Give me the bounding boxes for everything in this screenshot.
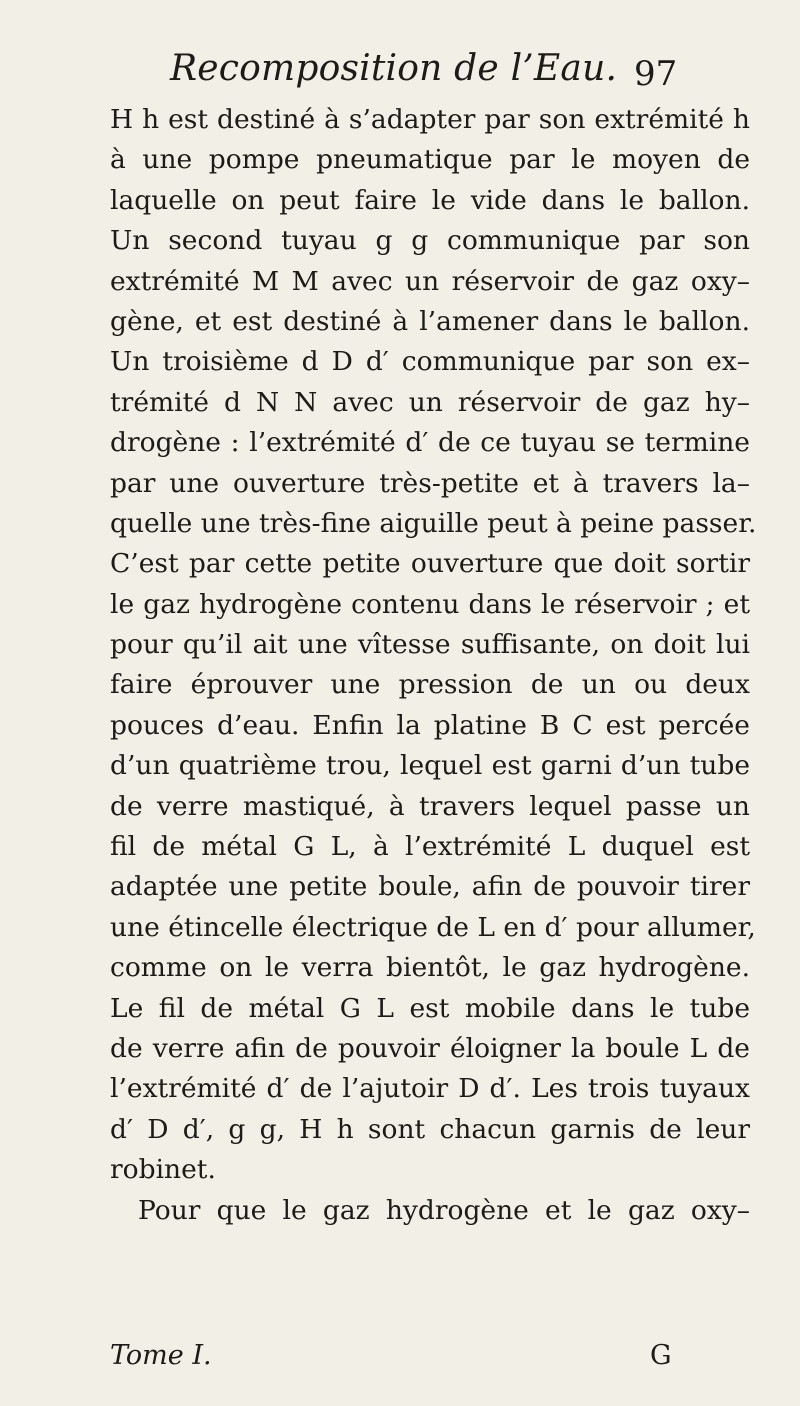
page-footer <box>110 1340 750 1384</box>
text-line: adaptée une petite boule, afin de pouvoir tirer <box>110 871 750 903</box>
volume-label: Tome I. <box>110 1340 212 1371</box>
text-line: drogène : l’extrémité d′ de ce tuyau se termine <box>110 427 750 459</box>
page-header <box>0 48 800 98</box>
text-line: trémité d N N avec un réservoir de gaz hy– <box>110 386 750 418</box>
running-title: Recomposition de l’Eau. <box>170 48 618 89</box>
text-line: laquelle on peut faire le vide dans le ballon. <box>110 184 750 216</box>
text-line: gène, et est destiné à l’amener dans le ballon. <box>110 305 750 337</box>
page-number: 97 <box>634 54 678 94</box>
signature-mark: G <box>650 1340 672 1371</box>
text-line: une étincelle électrique de L en d′ pour allumer, <box>110 911 756 943</box>
text-line: comme on le verra bientôt, le gaz hydrogène. <box>110 952 750 984</box>
text-line: d′ D d′, g g, H h sont chacun garnis de leur <box>110 1113 750 1145</box>
text-line: à une pompe pneumatique par le moyen de <box>110 144 750 176</box>
text-line: H h est destiné à s’adapter par son extrémité h <box>110 104 750 135</box>
text-line: l’extrémité d′ de l’ajutoir D d′. Les trois tuyaux <box>110 1073 750 1105</box>
text-line: C’est par cette petite ouverture que doit sortir <box>110 548 750 580</box>
text-line: par une ouverture très-petite et à travers la– <box>110 467 750 499</box>
text-line: Pour que le gaz hydrogène et le gaz oxy– <box>138 1194 750 1226</box>
text-line: fil de métal G L, à l’extrémité L duquel est <box>110 831 750 863</box>
text-line: faire éprouver une pression de un ou deux <box>110 669 750 701</box>
text-line: pour qu’il ait une vîtesse suffisante, on doit lui <box>110 629 750 661</box>
text-line: de verre mastiqué, à travers lequel passe un <box>110 790 750 822</box>
text-line: d’un quatrième trou, lequel est garni d’un tube <box>110 750 750 782</box>
body-text <box>110 100 757 1231</box>
text-line: robinet. <box>110 1154 216 1186</box>
text-line: quelle une très-fine aiguille peut à peine passer. <box>110 507 757 539</box>
text-line: Un troisième d D d′ communique par son ex– <box>110 346 750 378</box>
text-line: le gaz hydrogène contenu dans le réservoir ; et <box>110 588 750 620</box>
text-line: extrémité M M avec un réservoir de gaz oxy– <box>110 265 750 297</box>
text-line: Le fil de métal G L est mobile dans le tube <box>110 992 750 1024</box>
text-line: Un second tuyau g g communique par son <box>110 225 750 257</box>
text-line: pouces d’eau. Enfin la platine B C est percée <box>110 709 750 741</box>
text-line: de verre afin de pouvoir éloigner la boule L de <box>110 1032 750 1064</box>
